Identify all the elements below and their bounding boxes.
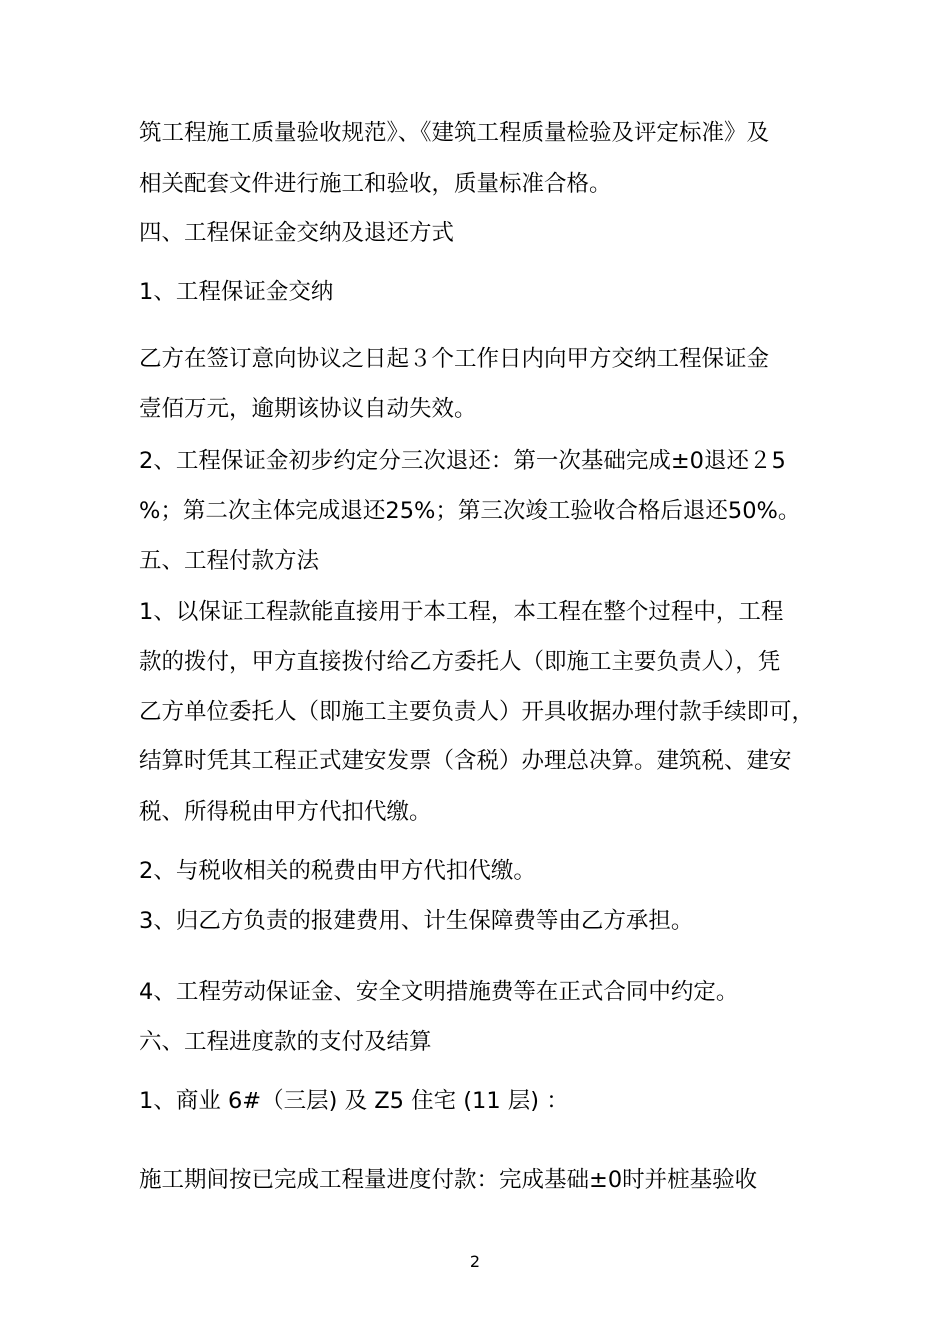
text-line: 施工期间按已完成工程量进度付款：完成基础±0时并桩基验收 xyxy=(139,1167,758,1193)
section-heading: 六、工程进度款的支付及结算 xyxy=(139,1029,432,1055)
text-line: 2、工程保证金初步约定分三次退还：第一次基础完成±0退还２5 xyxy=(139,448,786,474)
text-line: 乙方在签订意向协议之日起３个工作日内向甲方交纳工程保证金 xyxy=(139,346,770,372)
section-heading: 五、工程付款方法 xyxy=(139,548,320,574)
section-heading: 四、工程保证金交纳及退还方式 xyxy=(139,220,455,246)
text-line: 款的拨付，甲方直接拨付给乙方委托人（即施工主要负责人），凭 xyxy=(139,649,781,675)
text-line: 2、与税收相关的税费由甲方代扣代缴。 xyxy=(139,858,536,884)
subsection-heading: 1、商业 6#（三层) 及 Z5 住宅 (11 层) ： xyxy=(139,1088,569,1114)
text-line: 1、以保证工程款能直接用于本工程，本工程在整个过程中，工程 xyxy=(139,599,784,625)
text-line: 4、工程劳动保证金、安全文明措施费等在正式合同中约定。 xyxy=(139,979,739,1005)
text-line: 相关配套文件进行施工和验收，质量标准合格。 xyxy=(139,171,612,197)
subsection-heading: 1、工程保证金交纳 xyxy=(139,279,334,305)
text-line: 壹佰万元，逾期该协议自动失效。 xyxy=(139,396,477,422)
text-line: %；第二次主体完成退还25%；第三次竣工验收合格后退还50%。 xyxy=(139,498,801,524)
text-line: 结算时凭其工程正式建安发票（含税）办理总决算。建筑税、建安 xyxy=(139,748,792,774)
text-line: 税、所得税由甲方代扣代缴。 xyxy=(139,799,432,825)
text-line: 乙方单位委托人（即施工主要负责人）开具收据办理付款手续即可， xyxy=(139,699,815,725)
text-line: 筑工程施工质量验收规范》、《建筑工程质量检验及评定标准》及 xyxy=(139,120,770,146)
text-line: 3、归乙方负责的报建费用、计生保障费等由乙方承担。 xyxy=(139,908,694,934)
page-number: 2 xyxy=(469,1252,481,1271)
